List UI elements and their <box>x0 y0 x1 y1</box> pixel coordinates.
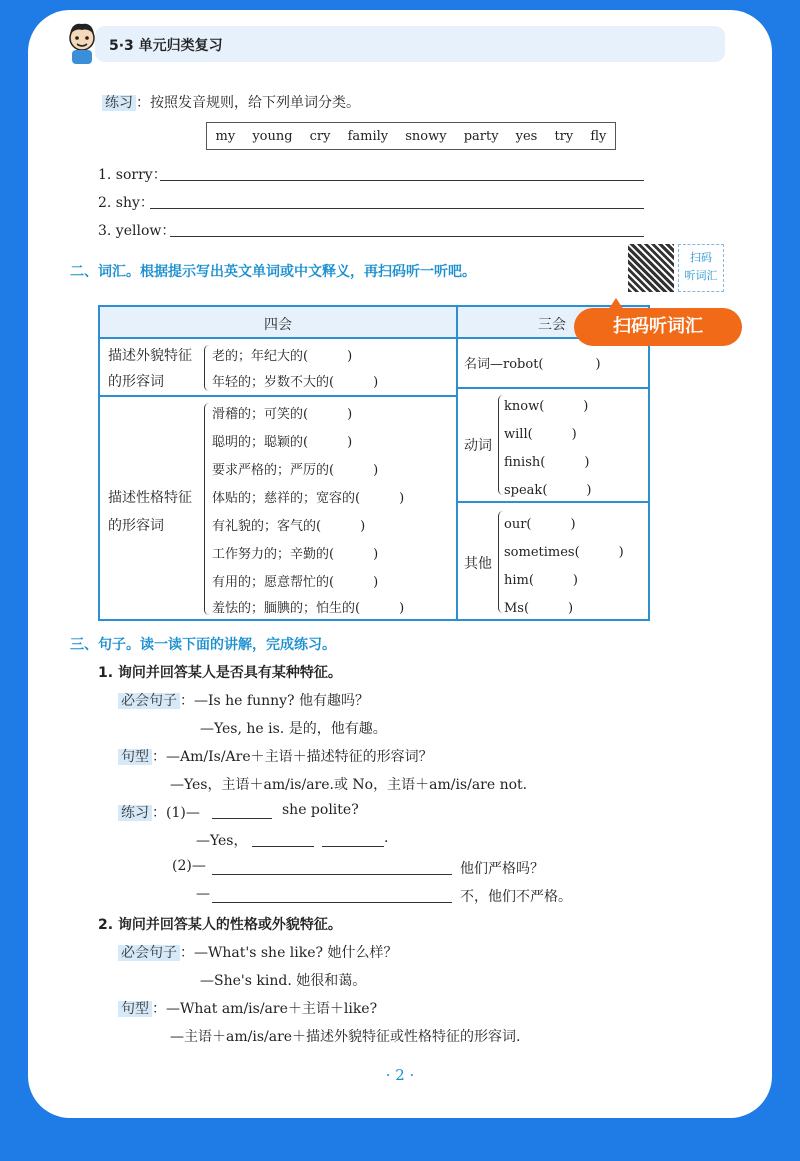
table-divider <box>100 337 648 339</box>
group1-label: 描述外貌特征 <box>108 348 192 364</box>
answer-line[interactable] <box>150 208 644 209</box>
brace <box>498 511 503 613</box>
answer-line[interactable] <box>212 902 452 903</box>
word-item: young <box>252 128 293 144</box>
must-tag: 必会句子 <box>118 693 180 709</box>
word-item: my <box>215 128 236 144</box>
brace <box>204 345 209 391</box>
table-divider <box>458 501 648 503</box>
group1-item: 年轻的；岁数不大的( ) <box>212 375 379 390</box>
s2-pattern <box>118 998 377 1018</box>
ex1-suffix: she polite? <box>282 802 359 818</box>
table-divider <box>458 387 648 389</box>
other-label: 其他 <box>464 556 492 572</box>
group2-item: 滑稽的；可笑的( ) <box>212 407 353 422</box>
brace <box>204 403 209 615</box>
table-divider <box>456 307 458 619</box>
practice1-heading <box>102 92 360 112</box>
s1-question: ：—Is he funny? 他有趣吗？ <box>180 693 370 709</box>
verb-label: 动词 <box>464 438 492 454</box>
group2-item: 有礼貌的；客气的( ) <box>212 519 366 534</box>
s2-answer: —She's kind. 她很和蔼。 <box>200 973 367 989</box>
ex2-prefix: (2)— <box>172 858 206 874</box>
word-item: snowy <box>405 128 447 144</box>
header-title: 5·3 单元归类复习 <box>109 38 223 54</box>
group2-label: 描述性格特征 <box>108 490 192 506</box>
verb-item: will( ) <box>504 427 577 442</box>
noun-row: 名词—robot( ) <box>464 357 601 372</box>
s2-title: 2. 询问并回答某人的性格或外貌特征。 <box>98 917 342 933</box>
head-right-label: 三会 <box>538 317 566 333</box>
section3-title: 三、句子。读一读下面的讲解，完成练习。 <box>70 637 336 653</box>
s1-title: 1. 询问并回答某人是否具有某种特征。 <box>98 665 342 681</box>
word-item: party <box>463 128 499 144</box>
verb-item: finish( ) <box>504 455 590 470</box>
word-item: try <box>554 128 574 144</box>
page-number: · 2 · <box>385 1066 415 1084</box>
qr-caption <box>678 244 724 292</box>
s2-example <box>118 942 397 962</box>
other-item: our( ) <box>504 517 576 532</box>
group2-item: 体贴的；慈祥的；宽容的( ) <box>212 491 405 506</box>
scan-listen-badge[interactable]: 扫码听词汇 <box>574 308 742 346</box>
answer-line[interactable] <box>212 818 272 819</box>
other-item: Ms( ) <box>504 601 574 616</box>
ex2-answer-prefix: — <box>196 886 210 902</box>
group1-label: 的形容词 <box>108 374 164 390</box>
brace <box>498 395 503 495</box>
s2-pattern-1: ：—What am/is/are＋主语＋like? <box>152 1001 378 1017</box>
practice-tag: 练习 <box>118 805 152 821</box>
answer-line[interactable] <box>252 846 314 847</box>
qr-code-icon[interactable] <box>628 244 674 292</box>
practice-tag: 练习 <box>102 95 136 111</box>
group2-item: 羞怯的；腼腆的；怕生的( ) <box>212 601 405 616</box>
answer-line[interactable] <box>160 180 644 181</box>
answer-line[interactable] <box>212 874 452 875</box>
word-item: family <box>347 128 389 144</box>
exercise-1-q <box>118 802 200 822</box>
group2-item: 有用的；愿意帮忙的( ) <box>212 575 379 590</box>
ex1-period: . <box>384 830 389 846</box>
word-item: fly <box>590 128 607 144</box>
must-tag: 必会句子 <box>118 945 180 961</box>
ex2-answer-cn: 不，他们不严格。 <box>460 889 572 905</box>
s1-pattern-1: ：—Am/Is/Are＋主语＋描述特征的形容词？ <box>152 749 433 765</box>
ex1-answer: —Yes， <box>196 833 248 849</box>
practice1-instruction: ：按照发音规则，给下列单词分类。 <box>136 95 360 111</box>
group2-item: 聪明的；聪颖的( ) <box>212 435 353 450</box>
ex2-question-cn: 他们严格吗？ <box>460 861 544 877</box>
group2-item: 工作努力的；辛勤的( ) <box>212 547 379 562</box>
s1-pattern-2: —Yes，主语＋am/is/are.或 No，主语＋am/is/are not. <box>170 777 528 793</box>
s2-pattern-2: —主语＋am/is/are＋描述外貌特征或性格特征的形容词. <box>170 1029 521 1045</box>
vocab-table <box>98 305 650 621</box>
pattern-tag: 句型 <box>118 749 152 765</box>
section2-title: 二、词汇。根据提示写出英文单词或中文释义，再扫码听一听吧。 <box>70 264 476 280</box>
head-left-label: 四会 <box>264 317 292 333</box>
ex1-prefix: ：(1)— <box>152 805 200 821</box>
table-divider <box>100 395 456 397</box>
header-bar <box>95 26 725 62</box>
s1-pattern <box>118 746 433 766</box>
practice1-item: 2. shy： <box>98 195 154 211</box>
group1-item: 老的；年纪大的( ) <box>212 349 353 364</box>
s1-answer: —Yes, he is. 是的，他有趣。 <box>200 721 387 737</box>
answer-line[interactable] <box>170 236 644 237</box>
other-item: sometimes( ) <box>504 545 624 560</box>
group2-item: 要求严格的；严厉的( ) <box>212 463 379 478</box>
practice1-item: 3. yellow： <box>98 223 176 239</box>
word-item: yes <box>515 128 538 144</box>
word-box <box>206 122 616 150</box>
word-item: cry <box>309 128 331 144</box>
s2-question: ：—What's she like? 她什么样？ <box>180 945 398 961</box>
practice1-item: 1. sorry： <box>98 167 167 183</box>
qr-caption-line: 听词汇 <box>684 269 718 282</box>
s1-example <box>118 690 369 710</box>
answer-line[interactable] <box>322 846 384 847</box>
verb-item: know( ) <box>504 399 589 414</box>
group2-label: 的形容词 <box>108 518 164 534</box>
pattern-tag: 句型 <box>118 1001 152 1017</box>
qr-caption-line: 扫码 <box>690 251 712 264</box>
other-item: him( ) <box>504 573 579 588</box>
verb-item: speak( ) <box>504 483 592 498</box>
